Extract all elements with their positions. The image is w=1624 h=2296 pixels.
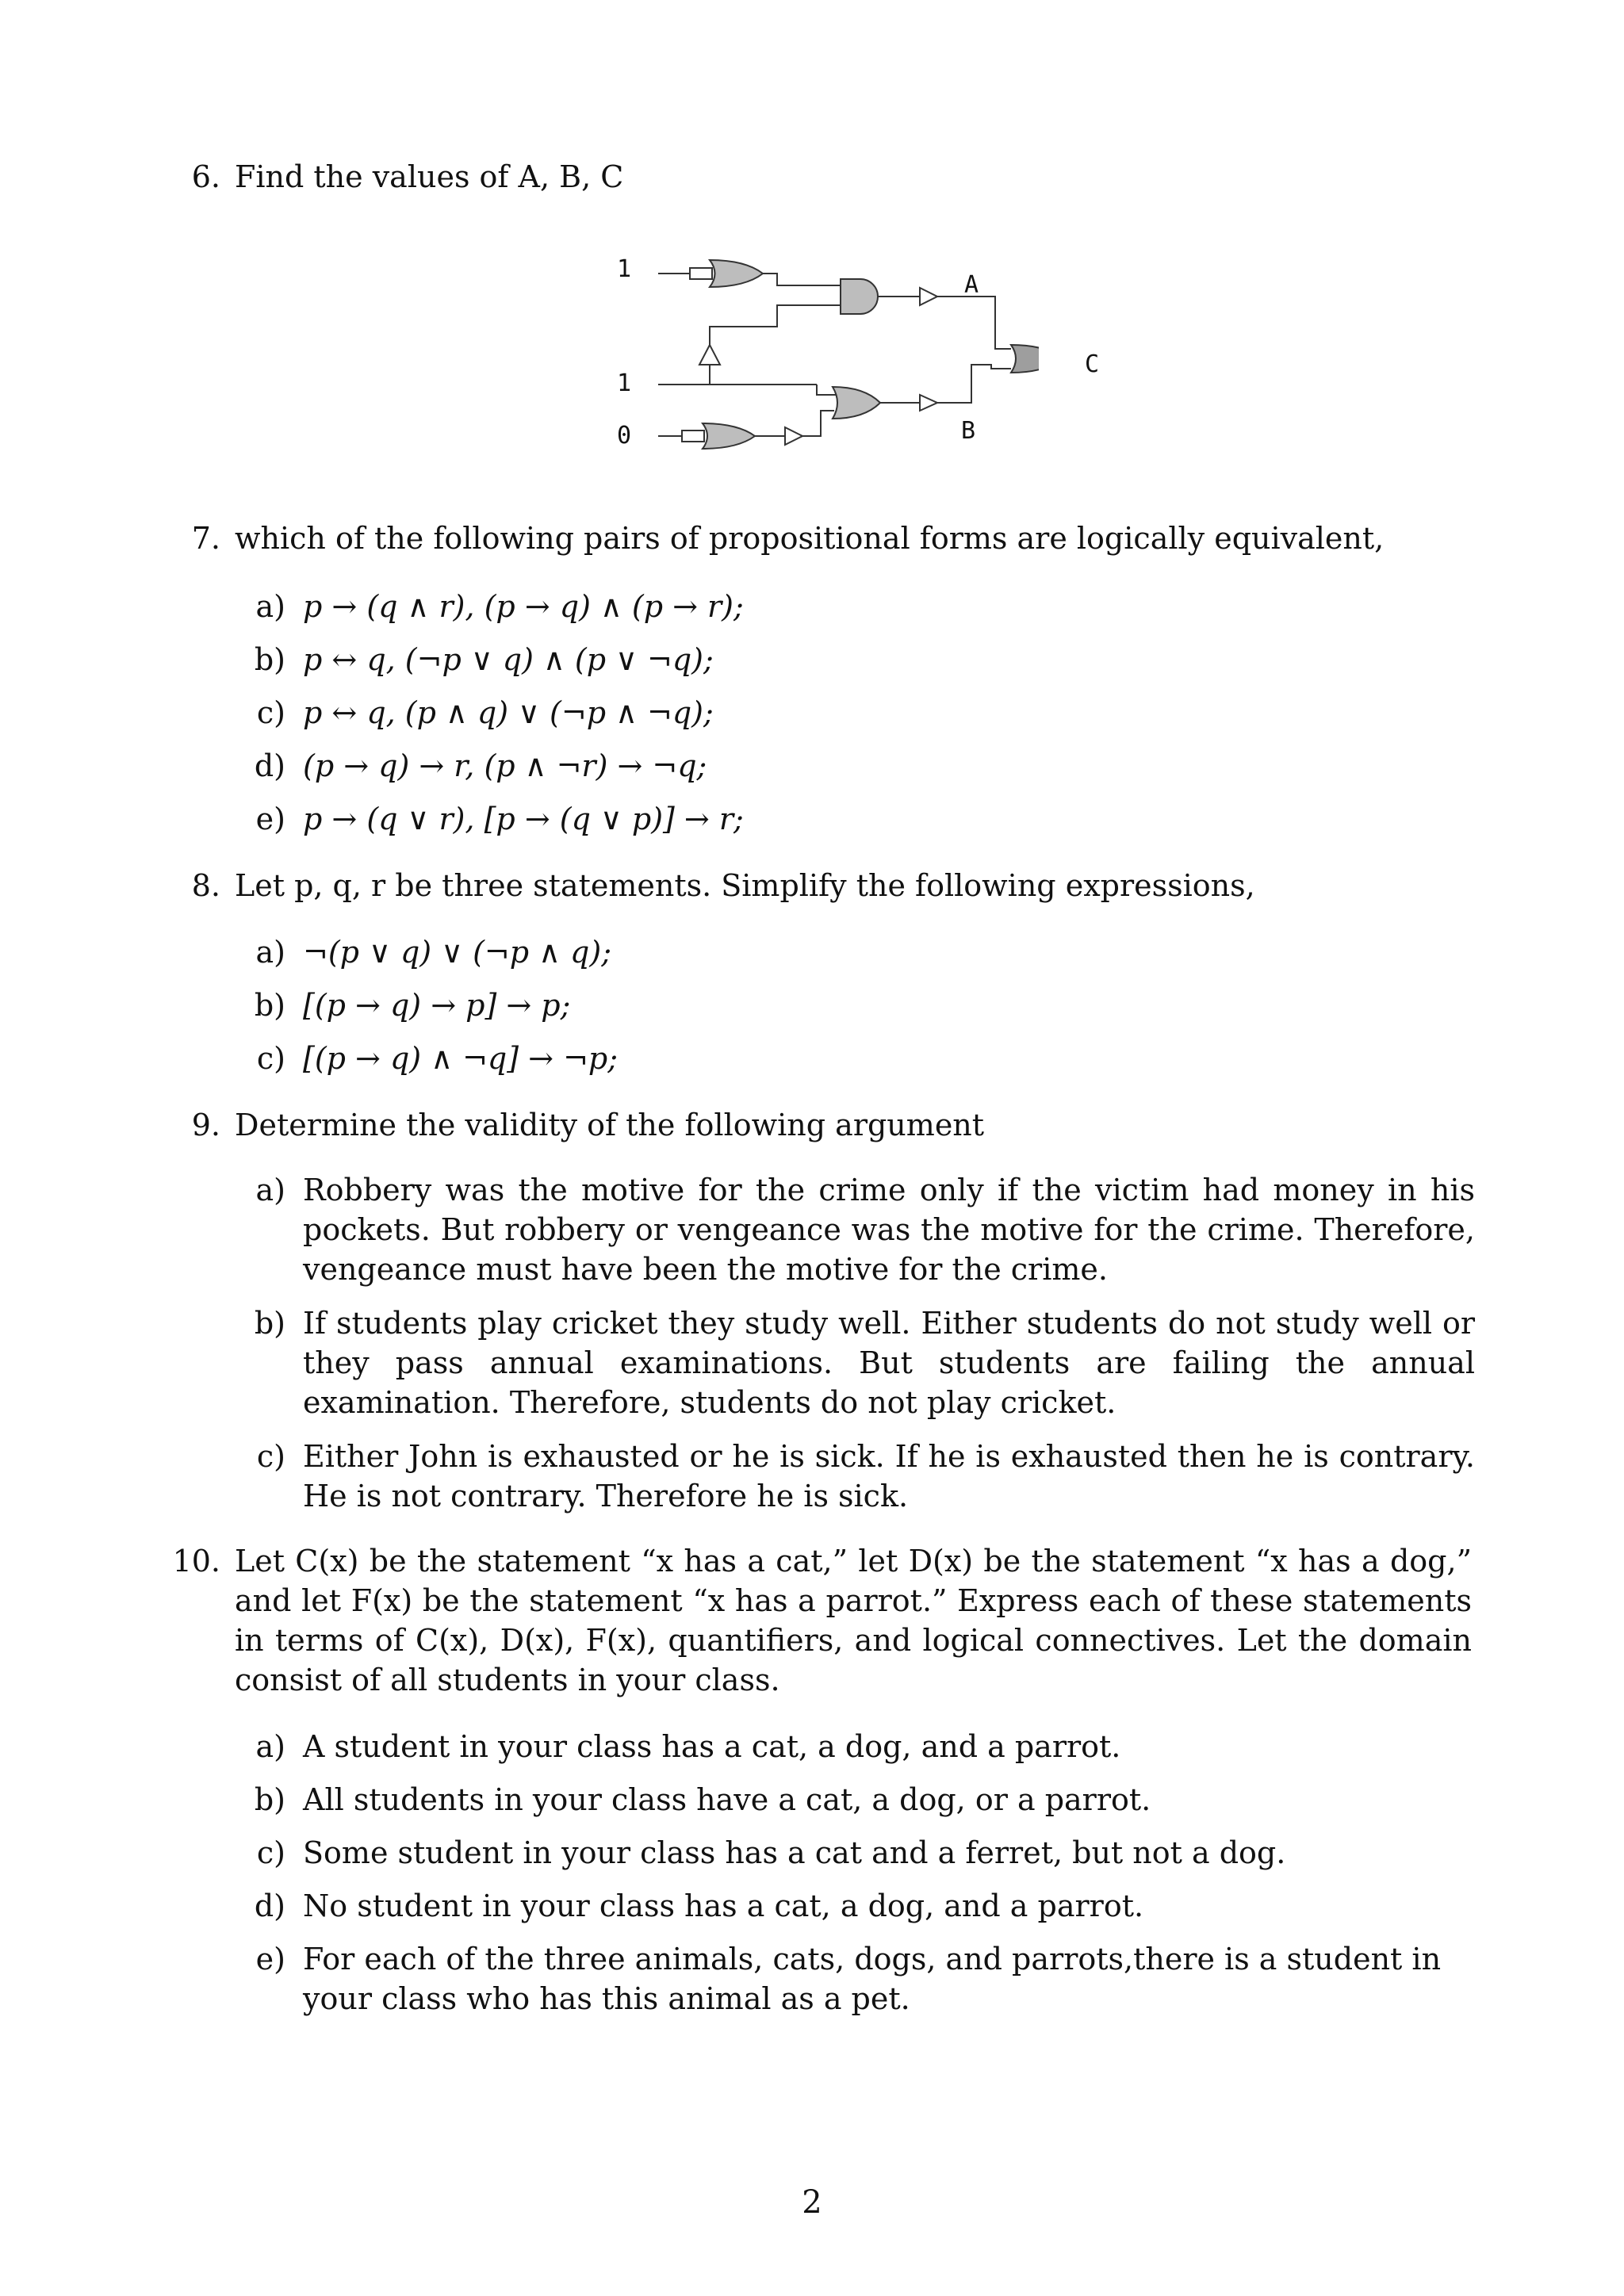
- item-text: Either John is exhausted or he is sick. If he is exhausted then he is contrary. He is not contrary. Therefore he is sick.: [303, 1439, 1475, 1513]
- item-label: b): [254, 1782, 285, 1817]
- item-text: p ↔ q, (p ∧ q) ∨ (¬p ∧ ¬q);: [303, 695, 714, 730]
- item-text: Robbery was the motive for the crime only if the victim had money in his pockets. But robbery or vengeance was the motive for the crime. Therefore, vengeance must have been the motive for the crime.: [303, 1173, 1475, 1287]
- question-text: Determine the validity of the following argument: [235, 1108, 985, 1142]
- question-number: 6.: [191, 159, 220, 194]
- item-label: a): [255, 1729, 285, 1764]
- q10-items: [238, 1727, 1475, 2033]
- item-text: p → (q ∨ r), [p → (q ∨ p)] → r;: [303, 802, 744, 836]
- list-item: [238, 1886, 1475, 1939]
- item-label: c): [256, 1835, 285, 1870]
- item-text: ¬(p ∨ q) ∨ (¬p ∧ q);: [303, 935, 611, 970]
- item-text: [(p → q) → p] → p;: [303, 988, 571, 1023]
- question-number: 10.: [172, 1544, 220, 1578]
- item-label: b): [254, 1306, 285, 1341]
- item-text: [(p → q) ∧ ¬q] → ¬p;: [303, 1041, 619, 1076]
- item-label: c): [256, 1439, 285, 1474]
- list-item: [238, 693, 1475, 746]
- item-label: d): [254, 748, 285, 783]
- list-item: [238, 932, 1475, 985]
- question-8: [0, 866, 1624, 913]
- question-number: 9.: [191, 1108, 220, 1142]
- item-text: For each of the three animals, cats, dogs, and parrots,there is a student in your class who has this animal as a pet.: [303, 1942, 1442, 2016]
- circuit-output-c: C: [1085, 350, 1100, 378]
- item-label: a): [255, 589, 285, 624]
- question-text: Let C(x) be the statement “x has a cat,” let D(x) be the statement “x has a dog,” and let F(x) be the statement “x has a parrot.” Express each of these statements in terms of C(x), D(x), F(x), quantifiers, and logical connectives. Let the domain consist of all students in your class.: [235, 1544, 1472, 1697]
- item-text: Some student in your class has a cat and a ferret, but not a dog.: [303, 1835, 1286, 1870]
- list-item: [238, 587, 1475, 640]
- item-label: b): [254, 642, 285, 677]
- question-text: which of the following pairs of propositional forms are logically equivalent,: [235, 521, 1385, 556]
- item-label: c): [256, 1041, 285, 1076]
- item-text: p → (q ∧ r), (p → q) ∧ (p → r);: [303, 589, 744, 624]
- page-number: 2: [802, 2184, 822, 2221]
- list-item: [238, 1437, 1475, 1530]
- q9-items: [238, 1170, 1475, 1530]
- item-text: (p → q) → r, (p ∧ ¬r) → ¬q;: [303, 748, 707, 783]
- item-label: e): [255, 1942, 285, 1976]
- question-text: Let p, q, r be three statements. Simplify the following expressions,: [235, 868, 1255, 903]
- circuit-input-3: 0: [617, 422, 632, 450]
- question-text: Find the values of A, B, C: [235, 159, 624, 194]
- list-item: [238, 1939, 1475, 2033]
- list-item: [238, 746, 1475, 799]
- circuit-input-1: 1: [617, 255, 632, 283]
- item-text: A student in your class has a cat, a dog, and a parrot.: [303, 1729, 1121, 1764]
- question-6: [0, 157, 1624, 205]
- list-item: [238, 1303, 1475, 1437]
- question-7: [0, 519, 1624, 566]
- item-label: b): [254, 988, 285, 1023]
- item-text: p ↔ q, (¬p ∨ q) ∧ (p ∨ ¬q);: [303, 642, 714, 677]
- list-item: [238, 1727, 1475, 1780]
- list-item: [238, 640, 1475, 693]
- item-label: d): [254, 1888, 285, 1923]
- item-text: All students in your class have a cat, a dog, or a parrot.: [303, 1782, 1151, 1817]
- circuit-output-b: B: [961, 417, 976, 445]
- circuit-input-2: 1: [617, 369, 632, 397]
- question-number: 8.: [191, 868, 220, 903]
- list-item: [238, 1780, 1475, 1833]
- item-label: a): [255, 1173, 285, 1207]
- list-item: [238, 1170, 1475, 1303]
- circuit-output-a: A: [964, 271, 979, 299]
- list-item: [238, 985, 1475, 1039]
- list-item: [238, 1039, 1475, 1092]
- item-text: If students play cricket they study well. Either students do not study well or they pass annual examinations. But students are failing the annual examination. Therefore, students do not play cricket.: [303, 1306, 1475, 1420]
- question-10: [0, 1541, 1624, 1716]
- item-label: a): [255, 935, 285, 970]
- list-item: [238, 799, 1475, 852]
- question-9: [0, 1105, 1624, 1153]
- q7-items: [238, 587, 1475, 852]
- item-label: c): [256, 695, 285, 730]
- item-label: e): [255, 802, 285, 836]
- question-number: 7.: [191, 521, 220, 556]
- list-item: [238, 1833, 1475, 1886]
- q8-items: [238, 932, 1475, 1092]
- item-text: No student in your class has a cat, a dog, and a parrot.: [303, 1888, 1144, 1923]
